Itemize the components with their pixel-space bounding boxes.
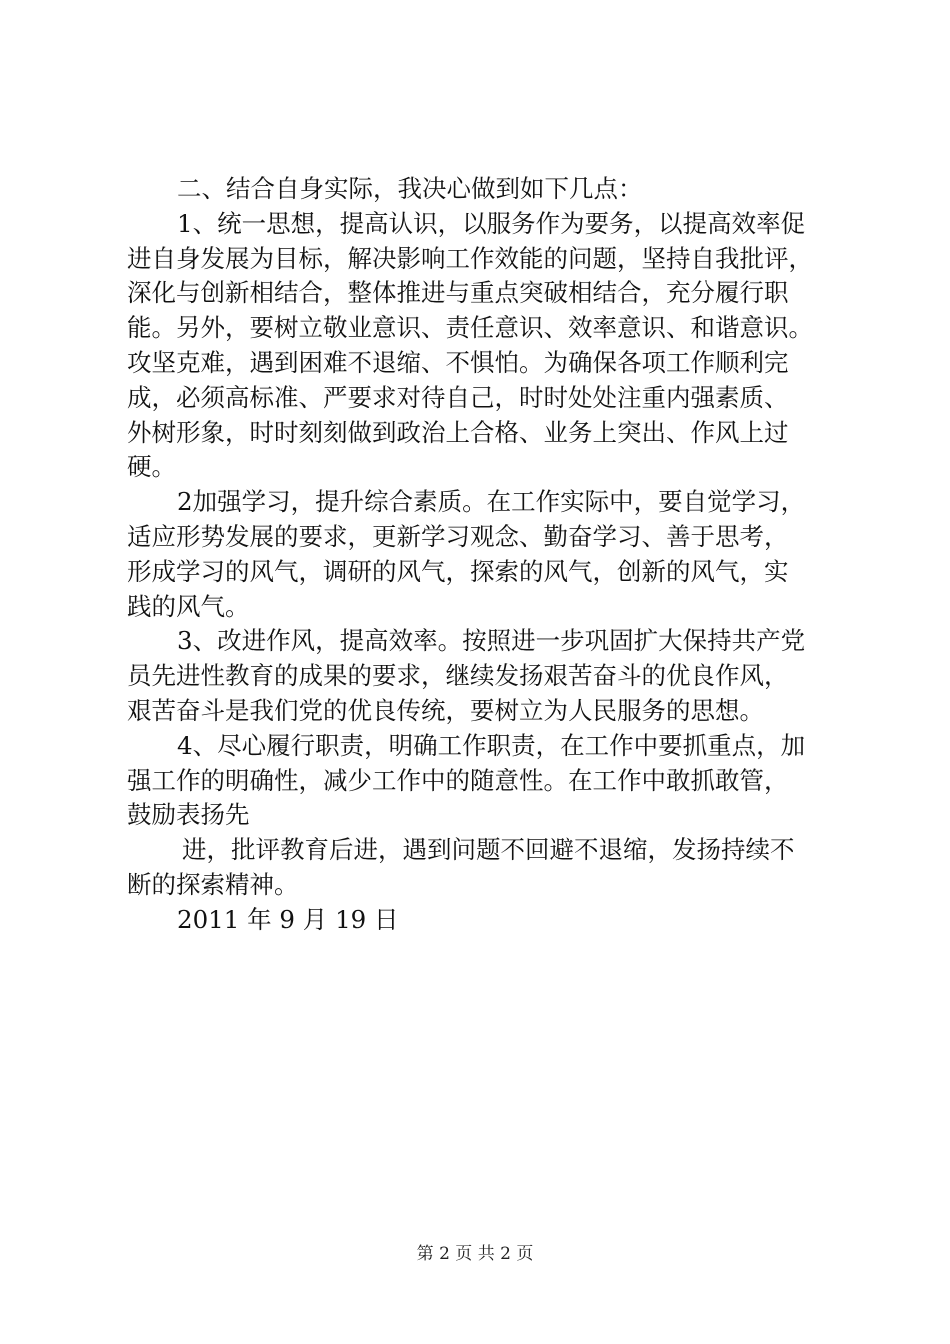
document-date: 2011 年 9 月 19 日 bbox=[177, 904, 399, 934]
page-number: 第 2 页 共 2 页 bbox=[416, 1244, 534, 1264]
paragraph-line: 1、统一思想，提高认识，以服务作为要务，以提高效率促 bbox=[177, 208, 806, 238]
paragraph-line: 深化与创新相结合，整体推进与重点突破相结合，充分履行职 bbox=[127, 278, 789, 308]
paragraph-line: 强工作的明确性，减少工作中的随意性。在工作中敢抓敢管， bbox=[127, 765, 789, 795]
paragraph-line: 硬。 bbox=[127, 452, 176, 482]
page-footer bbox=[0, 1243, 950, 1265]
paragraph-line: 2加强学习，提升综合素质。在工作实际中，要自觉学习， bbox=[177, 487, 806, 517]
paragraph-line: 外树形象，时时刻刻做到政治上合格、业务上突出、作风上过 bbox=[127, 417, 789, 447]
paragraph-line: 能。另外，要树立敬业意识、责任意识、效率意识、和谐意识。 bbox=[127, 313, 813, 343]
paragraph-line: 3、改进作风，提高效率。按照进一步巩固扩大保持共产党 bbox=[177, 626, 806, 656]
section-heading: 二、结合自身实际，我决心做到如下几点： bbox=[177, 174, 643, 203]
paragraph-line: 艰苦奋斗是我们党的优良传统，要树立为人民服务的思想。 bbox=[127, 695, 764, 725]
paragraph-line: 鼓励表扬先 bbox=[127, 800, 250, 830]
paragraph-line: 成，必须高标准、严要求对待自己，时时处处注重内强素质、 bbox=[127, 382, 789, 412]
paragraph-line: 进，批评教育后进，遇到问题不回避不退缩，发扬持续不 bbox=[182, 835, 795, 865]
document-body bbox=[127, 172, 837, 938]
paragraph-line: 适应形势发展的要求，更新学习观念、勤奋学习、善于思考， bbox=[127, 521, 789, 551]
paragraph-line: 攻坚克难，遇到困难不退缩、不惧怕。为确保各项工作顺利完 bbox=[127, 347, 789, 377]
paragraph-line: 践的风气。 bbox=[127, 591, 250, 621]
paragraph-line: 断的探索精神。 bbox=[127, 869, 299, 899]
paragraph-line: 4、尽心履行职责，明确工作职责，在工作中要抓重点，加 bbox=[177, 730, 806, 760]
paragraph-line: 形成学习的风气，调研的风气，探索的风气，创新的风气，实 bbox=[127, 556, 789, 586]
paragraph-line: 进自身发展为目标，解决影响工作效能的问题，坚持自我批评， bbox=[127, 243, 813, 273]
paragraph-line: 员先进性教育的成果的要求，继续发扬艰苦奋斗的优良作风， bbox=[127, 661, 789, 691]
